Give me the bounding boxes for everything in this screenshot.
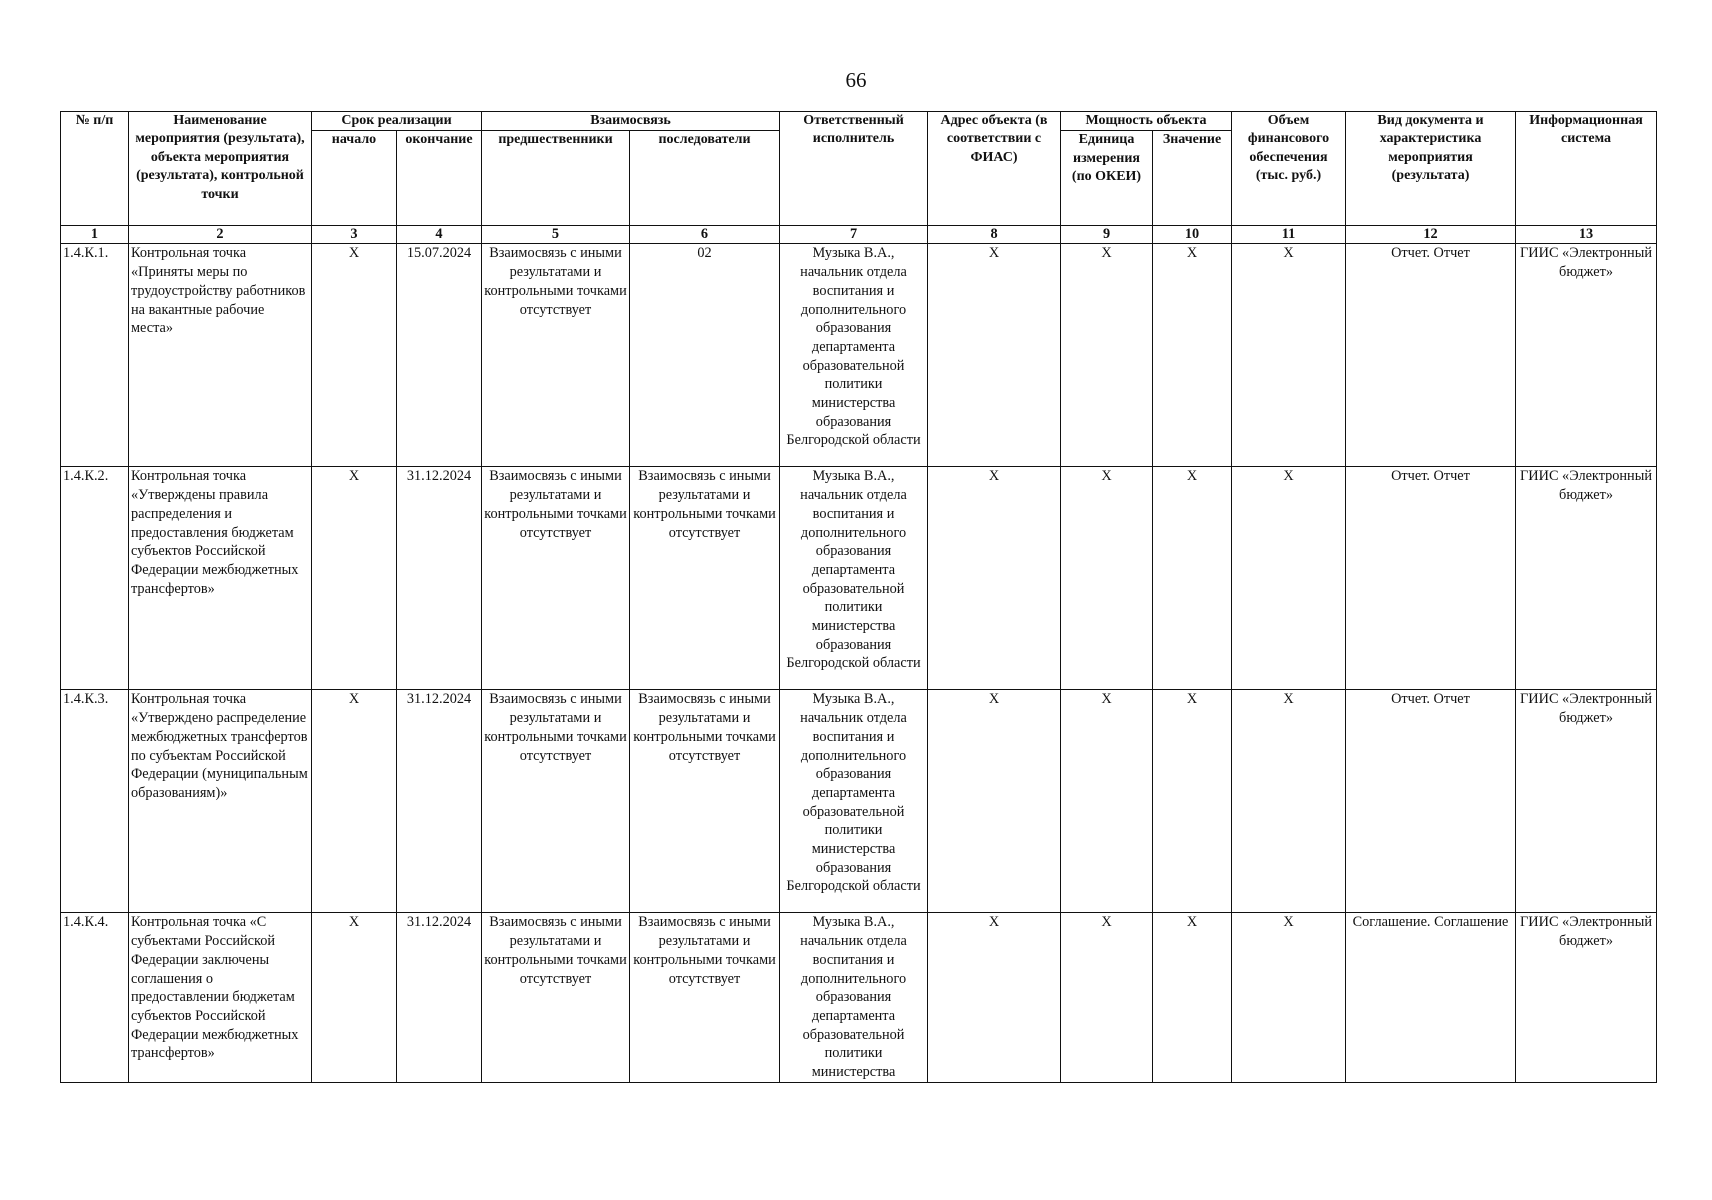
cell-unit: Х (1061, 467, 1153, 690)
cell-name: Контрольная точка «Утверждено распределение межбюджетных трансфертов по субъектам Российской Федерации (муниципальным образованиям)» (129, 690, 312, 913)
header-capacity: Мощность объекта (1061, 112, 1232, 131)
column-number: 11 (1232, 226, 1346, 244)
header-unit: Единица измерения (по ОКЕИ) (1061, 131, 1153, 226)
column-number: 8 (928, 226, 1061, 244)
cell-address: Х (928, 690, 1061, 913)
cell-successors: Взаимосвязь с иными результатами и контрольными точками отсутствует (630, 690, 780, 913)
column-number: 3 (312, 226, 397, 244)
header-vzaimosvyaz: Взаимосвязь (482, 112, 780, 131)
cell-document: Отчет. Отчет (1346, 690, 1516, 913)
cell-address: Х (928, 244, 1061, 467)
column-number: 12 (1346, 226, 1516, 244)
column-number: 5 (482, 226, 630, 244)
column-numbers-row (61, 226, 1657, 244)
cell-number: 1.4.К.1. (61, 244, 129, 467)
cell-address: Х (928, 467, 1061, 690)
header-address: Адрес объекта (в соответствии с ФИАС) (928, 112, 1061, 226)
implementation-table (60, 111, 1657, 1083)
cell-successors: Взаимосвязь с иными результатами и контрольными точками отсутствует (630, 467, 780, 690)
cell-name: Контрольная точка «Утверждены правила распределения и предоставления бюджетам субъектов Российской Федерации межбюджетных трансфертов» (129, 467, 312, 690)
header-name: Наименование мероприятия (результата), объекта мероприятия (результата), контрольной точки (129, 112, 312, 226)
header-end: окончание (397, 131, 482, 226)
cell-name: Контрольная точка «Приняты меры по трудоустройству работников на вакантные рабочие места» (129, 244, 312, 467)
header-successors: последователи (630, 131, 780, 226)
header-responsible: Ответственный исполнитель (780, 112, 928, 226)
column-number: 9 (1061, 226, 1153, 244)
cell-number: 1.4.К.2. (61, 467, 129, 690)
column-number: 7 (780, 226, 928, 244)
cell-document: Отчет. Отчет (1346, 467, 1516, 690)
page-number: 66 (845, 68, 867, 92)
cell-predecessors: Взаимосвязь с иными результатами и контрольными точками отсутствует (482, 690, 630, 913)
cell-finance: Х (1232, 913, 1346, 1082)
cell-unit: Х (1061, 690, 1153, 913)
header-start: начало (312, 131, 397, 226)
cell-system: ГИИС «Электронный бюджет» (1516, 913, 1657, 1082)
cell-unit: Х (1061, 244, 1153, 467)
header-predecessors: предшественники (482, 131, 630, 226)
cell-system: ГИИС «Электронный бюджет» (1516, 467, 1657, 690)
cell-number: 1.4.К.4. (61, 913, 129, 1082)
cell-document: Соглашение. Соглашение (1346, 913, 1516, 1082)
cell-system: ГИИС «Электронный бюджет» (1516, 690, 1657, 913)
column-number: 10 (1153, 226, 1232, 244)
header-srok: Срок реализации (312, 112, 482, 131)
cell-document: Отчет. Отчет (1346, 244, 1516, 467)
cell-value: Х (1153, 467, 1232, 690)
cell-responsible: Музыка В.А., начальник отдела воспитания и дополнительного образования департамента образовательной политики министерства (780, 913, 928, 1082)
cell-responsible: Музыка В.А., начальник отдела воспитания и дополнительного образования департамента образовательной политики министерства образования Белгородской области (780, 467, 928, 690)
cell-end: 31.12.2024 (397, 913, 482, 1082)
cell-finance: Х (1232, 690, 1346, 913)
cell-end: 31.12.2024 (397, 467, 482, 690)
column-number: 1 (61, 226, 129, 244)
column-number: 6 (630, 226, 780, 244)
cell-finance: Х (1232, 467, 1346, 690)
header-value: Значение (1153, 131, 1232, 226)
header-row-1 (61, 112, 1657, 131)
cell-predecessors: Взаимосвязь с иными результатами и контрольными точками отсутствует (482, 244, 630, 467)
cell-start: Х (312, 690, 397, 913)
column-number: 4 (397, 226, 482, 244)
cell-value: Х (1153, 690, 1232, 913)
cell-responsible: Музыка В.А., начальник отдела воспитания и дополнительного образования департамента образовательной политики министерства образования Белгородской области (780, 244, 928, 467)
table-row (61, 244, 1657, 467)
column-number: 2 (129, 226, 312, 244)
cell-successors: Взаимосвязь с иными результатами и контрольными точками отсутствует (630, 913, 780, 1082)
cell-value: Х (1153, 244, 1232, 467)
header-document: Вид документа и характеристика мероприятия (результата) (1346, 112, 1516, 226)
table-row (61, 690, 1657, 913)
cell-start: Х (312, 244, 397, 467)
cell-finance: Х (1232, 244, 1346, 467)
cell-predecessors: Взаимосвязь с иными результатами и контрольными точками отсутствует (482, 913, 630, 1082)
header-number: № п/п (61, 112, 129, 226)
column-number: 13 (1516, 226, 1657, 244)
cell-end: 15.07.2024 (397, 244, 482, 467)
cell-end: 31.12.2024 (397, 690, 482, 913)
cell-address: Х (928, 913, 1061, 1082)
cell-system: ГИИС «Электронный бюджет» (1516, 244, 1657, 467)
table-row (61, 467, 1657, 690)
cell-start: Х (312, 913, 397, 1082)
header-system: Информационная система (1516, 112, 1657, 226)
cell-predecessors: Взаимосвязь с иными результатами и контрольными точками отсутствует (482, 467, 630, 690)
cell-responsible: Музыка В.А., начальник отдела воспитания и дополнительного образования департамента образовательной политики министерства образования Белгородской области (780, 690, 928, 913)
cell-start: Х (312, 467, 397, 690)
cell-value: Х (1153, 913, 1232, 1082)
table-row (61, 913, 1657, 1082)
cell-name: Контрольная точка «С субъектами Российской Федерации заключены соглашения о предоставлении бюджетам субъектов Российской Федерации межбюджетных трансфертов» (129, 913, 312, 1082)
cell-unit: Х (1061, 913, 1153, 1082)
cell-number: 1.4.К.3. (61, 690, 129, 913)
header-finance: Объем финансового обеспечения (тыс. руб.) (1232, 112, 1346, 226)
cell-successors: 02 (630, 244, 780, 467)
